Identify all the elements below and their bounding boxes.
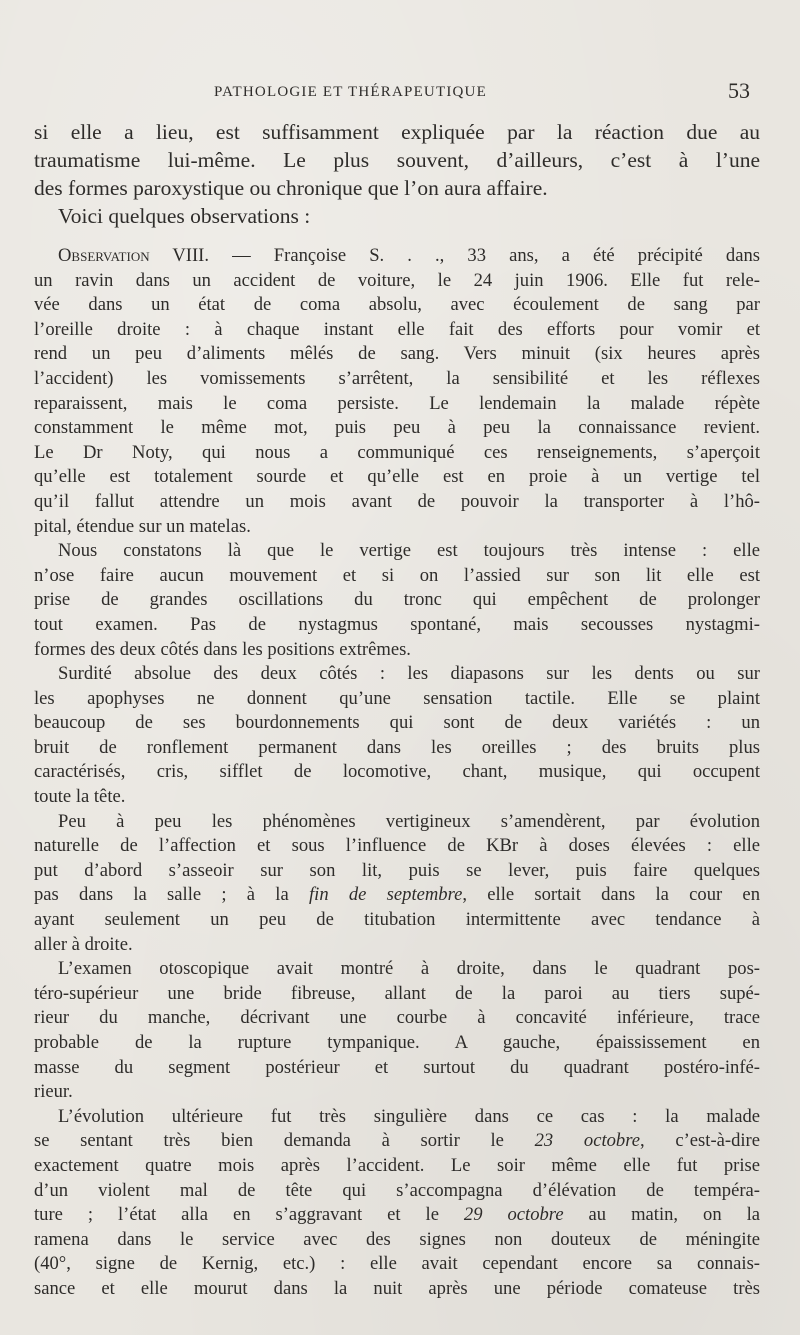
text-line: bruit de ronflement permanent dans les oreilles ; des bruits plus [34,736,760,758]
text-line: naturelle de l’affection et sous l’influence de KBr à doses élevées : elle [34,835,760,857]
text-line: Voici quelques observations : [58,204,311,228]
text-line: prise de grandes oscillations du tronc qui empêchent de prolonger [34,589,760,611]
text-segment: se sentant très bien demanda à sortir le [34,1130,535,1152]
text-line: toute la tête. [34,786,126,808]
text-line: put d’abord s’asseoir sur son lit, puis se lever, puis faire quelques [34,859,760,881]
text-line: formes des deux côtés dans les positions extrêmes. [34,638,411,660]
text-line-with-italic [34,883,760,908]
text-line: rieur du manche, décrivant une courbe à concavité inférieure, trace [34,1007,760,1029]
running-title: PATHOLOGIE ET THÉRAPEUTIQUE [214,84,487,100]
text-line: les apophyses ne donnent qu’une sensation tactile. Elle se plaint [34,687,760,709]
text-line-with-italic [34,1129,760,1154]
text-line: l’oreille droite : à chaque instant elle fait des efforts pour vomir et [34,318,760,340]
text-line: rieur. [34,1081,73,1103]
text-line: qu’elle est totalement sourde et qu’elle est en proie à un vertige tel [34,466,760,488]
text-line: probable de la rupture tympanique. A gauche, épaississement en [34,1032,760,1053]
page-header [0,78,800,108]
text-segment: , c’est-à-dire [640,1130,761,1152]
observation-heading-line [34,244,760,269]
text-line: tout examen. Pas de nystagmus spontané, mais secousses nystagmi- [34,613,760,635]
observation-label: Observation [58,245,150,266]
text-line: L’examen otoscopique avait montré à droite, dans le quadrant pos- [58,958,760,980]
paragraph-gap [34,230,760,244]
text-line: caractérisés, cris, sifflet de locomotive, chant, musique, qui occupent [34,761,760,783]
text-line: n’ose faire aucun mouvement et si on l’assied sur son lit elle est [34,564,760,586]
text-line: (40°, signe de Kernig, etc.) : elle avait cependant encore sa connais- [34,1253,760,1275]
page-number: 53 [728,78,750,103]
text-line: rend un peu d’aliments mêlés de sang. Vers minuit (six heures après [34,343,760,365]
text-segment: pas dans la salle ; à la [34,884,309,906]
text-line: beaucoup de ses bourdonnements qui sont de deux variétés : un [34,712,760,734]
italic-date: fin de septembre [308,884,463,906]
text-line: L’évolution ultérieure fut très singulière dans ce cas : la malade [58,1105,760,1127]
text-line: sance et elle mourut dans la nuit après une période comateuse très [34,1277,760,1299]
text-line: un ravin dans un accident de voiture, le 24 juin 1906. Elle fut rele- [34,269,760,291]
text-line: constamment le même mot, puis peu à peu la connaissance revient. [34,417,760,439]
text-segment: ture ; l’état alla en s’aggravant et le [34,1204,464,1226]
body-text [34,118,760,1302]
text-line: masse du segment postérieur et surtout du quadrant postéro-infé- [34,1056,760,1078]
text-line: Peu à peu les phénomènes vertigineux s’amendèrent, par évolution [58,810,760,832]
italic-date: 29 octobre [463,1204,564,1226]
text-segment: au matin, on la [563,1204,760,1226]
text-line: ayant seulement un peu de titubation intermittente avec tendance à [34,909,760,931]
text-line: Surdité absolue des deux côtés : les diapasons sur les dents ou sur [58,663,760,685]
text-line: des formes paroxystique ou chronique que l’on aura affaire. [34,176,548,200]
text-line: pital, étendue sur un matelas. [34,515,251,537]
italic-date: 23 octobre [534,1130,641,1152]
text-line: aller à droite. [34,933,133,955]
text-line: exactement quatre mois après l’accident. Le soir même elle fut prise [34,1154,760,1176]
text-line: reparaissent, mais le coma persiste. Le lendemain la malade répète [34,392,760,414]
text-line-with-italic [34,1203,760,1228]
text-line: qu’il fallut attendre un mois avant de pouvoir la transporter à l’hô- [34,490,760,512]
text-line: vée dans un état de coma absolu, avec écoulement de sang par [34,294,760,316]
text-line: Nous constatons là que le vertige est toujours très intense : elle [58,540,760,562]
text-line: ramena dans le service avec des signes non douteux de méningite [34,1228,760,1250]
text-line: Le Dr Noty, qui nous a communiqué ces renseignements, s’aperçoit [34,441,760,463]
text-line: traumatisme lui-même. Le plus souvent, d’ailleurs, c’est à l’une [34,148,760,172]
text-line: l’accident) les vomissements s’arrêtent, la sensibilité et les réflexes [34,367,760,389]
text-segment: , elle sortait dans la cour en [462,884,760,906]
text-line: téro-supérieur une bride fibreuse, allant de la paroi au tiers supé- [34,982,760,1004]
text-segment: VIII. — Françoise S. . ., 33 ans, a été précipité dans [149,245,760,266]
text-line: d’un violent mal de tête qui s’accompagna d’élévation de tempéra- [34,1179,760,1201]
text-line: si elle a lieu, est suffisamment expliquée par la réaction due au [34,120,760,144]
